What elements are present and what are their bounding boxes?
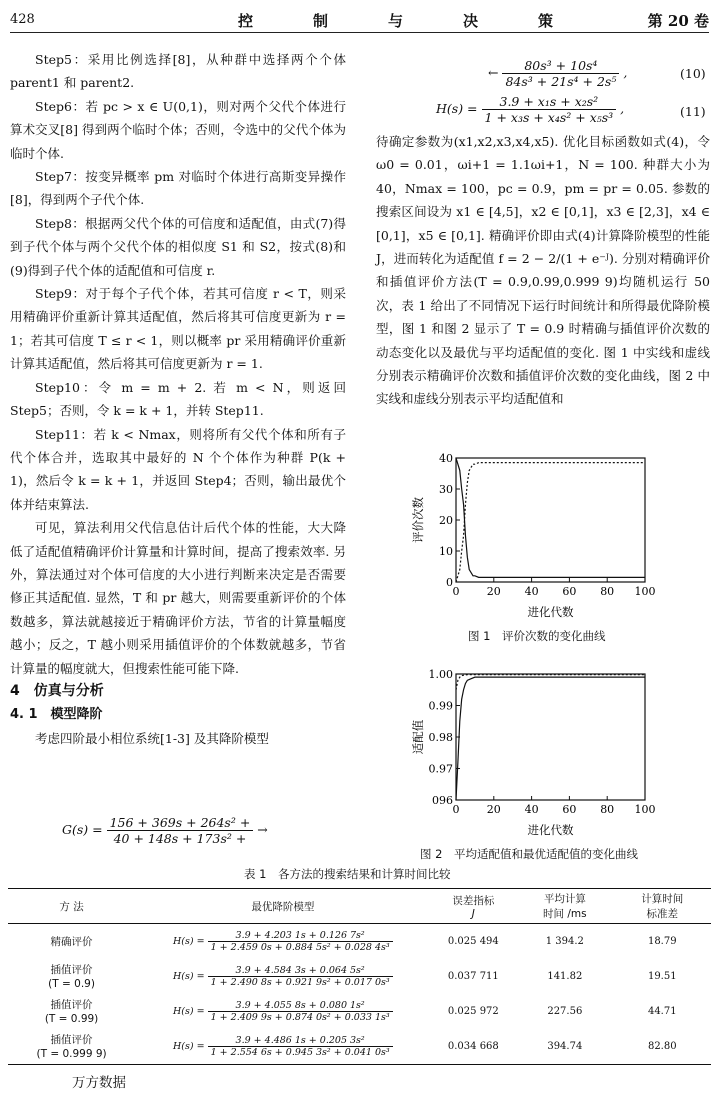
y-tick-label: 0.97	[428, 762, 453, 776]
section-heading-4: 4 仿真与分析	[10, 682, 104, 699]
page-header	[10, 8, 709, 33]
eq-g-arrow: →	[257, 822, 268, 837]
y-axis-label: 适配值	[411, 719, 425, 755]
series-line-1	[456, 458, 645, 577]
y-tick-label: 30	[439, 483, 453, 496]
std-cell: 44.71	[647, 1006, 677, 1017]
plot-frame	[456, 674, 645, 800]
time-cell: 394.74	[547, 1041, 583, 1052]
table-1-body	[8, 924, 711, 1065]
plot-frame	[456, 458, 645, 582]
table-row	[8, 994, 711, 1029]
y-axis-label: 评价次数	[411, 497, 425, 543]
x-tick-label: 80	[600, 803, 615, 816]
eq-g-denominator: 40 + 148s + 173s² +	[113, 831, 247, 846]
time-cell: 227.56	[547, 1006, 583, 1017]
y-tick-label: 0	[446, 576, 453, 589]
eqH-comma: ,	[620, 101, 625, 116]
step6: Step6：若 pc > x ∈ U(0,1)，则对两个父代个体进行算术交叉[8] 得到两个临时个体；否则，令选中的父代个体为临时个体.	[10, 98, 346, 161]
setup-paragraph: 待确定参数为(x1,x2,x3,x4,x5). 优化目标函数如式(4)，令 ω0 = 0.01，ωi+1 = 1.1ωi+1，N = 100. 种群大小为 40，Nmax = 100，pc = 0.9，pm = pr = 0.05. 参数的搜索区间设为 x1 ∈ [4,5]，x2 ∈ [0,1]，x3 ∈ [2,3]，x4 ∈ [0,1]，x5 ∈ [0,1]. 精确评价即由式(4)计算降阶模型的性能 J，进而转化为适配值 f = 2 − 2/(1 + e⁻ᴶ). 分别对精确评价和插值评价方法(T = 0.9,0.99,0.999 9)均随机运行 50 次，表 1 给出了不同情况下运行时间统计和所得最优降阶模型，图 1 和图 2 显示了 T = 0.9 时精确与插值评价次数的动态变化以及最优与平均适配值的变化. 图 1 中实线和虚线分别表示精确评价次数和插值评价次数的变化曲线，图 2 中实线和虚线分别表示平均适配值和	[376, 134, 710, 407]
y-tick-label: 10	[439, 545, 453, 558]
error-cell: 0.025 494	[447, 936, 499, 947]
model-cell: H(s) = $\frac{\text{3.9 + 4.055 8s + 0.080 1s²}}{\text{1 + 2.409 9s + 0.874 0s² + 0.033 1s³}}$	[135, 994, 430, 1029]
step10: Step10：令 m = m + 2. 若 m < N，则返回 Step5；否则，令 k = k + 1，并转 Step11.	[10, 379, 346, 419]
section-heading-4-1: 4. 1 模型降阶	[10, 707, 103, 723]
model-cell: H(s) = $\frac{\text{3.9 + 4.203 1s + 0.126 7s²}}{\text{1 + 2.459 0s + 0.884 5s² + 0.028 4s³}}$	[135, 924, 430, 960]
col-std: 计算时间 标准差	[641, 893, 684, 920]
time-cell: 1 394.2	[545, 936, 584, 947]
series-line-2	[456, 463, 645, 582]
y-tick-label: 0.98	[428, 731, 453, 744]
col-time: 平均计算 时间 /ms	[543, 893, 587, 920]
page-number: 428	[10, 12, 35, 27]
method-cell: 插值评价 (T = 0.999 9)	[36, 1033, 107, 1060]
step8: Step8：根据两父代个体的可信度和适配值，由式(7)得到子代个体与两个父代个体的相似度 S1 和 S2，按式(8)和(9)得到子代个体的适配值和可信度 r.	[10, 215, 346, 278]
eq10-comma: ,	[623, 65, 628, 80]
eq10-fraction	[502, 58, 619, 89]
y-tick-label: 20	[439, 514, 453, 527]
equation-g	[62, 815, 268, 846]
x-tick-label: 80	[600, 585, 615, 598]
table-row	[8, 959, 711, 994]
model-cell: H(s) = $\frac{\text{3.9 + 4.486 1s + 0.205 3s²}}{\text{1 + 2.554 6s + 0.945 3s² + 0.041 0s³}}$	[135, 1029, 430, 1065]
x-tick-label: 60	[562, 585, 577, 598]
x-tick-label: 60	[562, 803, 577, 816]
equation-11	[436, 94, 624, 125]
step11: Step11：若 k < Nmax，则将所有父代个体和所有子代个体合并，选取其中最好的 N 个个体作为种群 P(k + 1)，然后令 k = k + 1，并返回 Step4；否则，输出最优个体并结束算法.	[10, 426, 346, 512]
std-cell: 82.80	[647, 1041, 677, 1052]
eq10-number: (10)	[680, 66, 706, 81]
eq-g-numerator: 156 + 369s + 264s² +	[107, 815, 254, 831]
x-tick-label: 40	[524, 585, 539, 598]
y-tick-label: 40	[439, 452, 453, 465]
x-tick-label: 0	[452, 585, 460, 598]
equation-10	[488, 58, 627, 89]
method-cell: 插值评价 (T = 0.99)	[44, 998, 99, 1025]
y-tick-label: 0.99	[428, 699, 453, 713]
x-tick-label: 0	[452, 803, 460, 816]
x-tick-label: 100	[634, 585, 655, 598]
col-model: 最优降阶模型	[251, 900, 315, 913]
step5: Step5：采用比例选择[8]，从种群中选择两个个体 parent1 和 parent2.	[10, 52, 346, 91]
eq-g-fraction	[107, 815, 254, 846]
eqH-numerator: 3.9 + x₁s + x₂s²	[482, 94, 617, 110]
table-1-title: 表 1 各方法的搜索结果和计算时间比较	[244, 867, 451, 881]
figure-2-caption: 图 2 平均适配值和最优适配值的变化曲线	[420, 847, 638, 861]
watermark: 万方数据	[72, 1075, 126, 1091]
x-axis-label: 进化代数	[527, 605, 574, 619]
y-tick-label: 1.00	[428, 668, 453, 681]
y-tick-label: 096	[432, 794, 453, 807]
x-tick-label: 100	[634, 803, 655, 816]
error-cell: 0.034 668	[447, 1041, 499, 1052]
x-axis-label: 进化代数	[527, 823, 574, 837]
std-cell: 18.79	[647, 936, 677, 947]
method-cell: 插值评价 (T = 0.9)	[48, 963, 95, 990]
error-cell: 0.037 711	[447, 971, 499, 982]
eq10-numerator: 80s³ + 10s⁴	[502, 58, 619, 74]
x-tick-label: 20	[486, 803, 501, 816]
eqH-fraction	[482, 94, 617, 125]
eq10-denominator: 84s³ + 21s⁴ + 2s⁵	[505, 74, 617, 89]
eqH-lhs: H(s) =	[436, 101, 478, 116]
series-line-1	[456, 677, 645, 800]
table-row	[8, 1029, 711, 1065]
model-cell: H(s) = $\frac{\text{3.9 + 4.584 3s + 0.064 5s²}}{\text{1 + 2.490 8s + 0.921 9s² + 0.017 0s³}}$	[135, 959, 430, 994]
x-tick-label: 40	[524, 803, 539, 816]
intro-text: 考虑四阶最小相位系统[1-3] 及其降阶模型	[35, 730, 269, 746]
table-row	[8, 924, 711, 960]
figure-1-caption: 图 1 评价次数的变化曲线	[468, 629, 606, 643]
eqH-denominator: 1 + x₃s + x₄s² + x₅s³	[484, 110, 614, 125]
journal-title: 控制与决策	[238, 12, 614, 30]
method-cell: 精确评价	[50, 935, 93, 948]
time-cell: 141.82	[547, 971, 583, 982]
x-tick-label: 20	[486, 585, 501, 598]
table-1	[8, 888, 711, 1065]
figure-2-chart	[410, 668, 655, 840]
eq-g-lhs: G(s) =	[62, 822, 103, 837]
left-column	[10, 48, 346, 750]
right-column-paragraph	[376, 130, 710, 411]
col-method: 方 法	[59, 900, 84, 913]
discussion-paragraph: 可见，算法利用父代信息估计后代个体的性能，大大降低了适配值精确评价计算量和计算时间，提高了搜索效率. 另外，算法通过对个体可信度的大小进行判断来决定是否需要修正其适配值. 显然，T 和 pr 越大，则需要重新评价的个体数越多，算法就越接近于精确评价方法，节省的计算量幅度越小；反之，T 越小则采用插值评价的个体数就越多，节省计算量的幅度就大，但搜索性能可能下降.	[10, 520, 346, 676]
step7: Step7：按变异概率 pm 对临时个体进行高斯变异操作[8]，得到两个子代个体.	[10, 169, 346, 208]
col-error: 误差指标 J	[452, 894, 495, 920]
error-cell: 0.025 972	[447, 1006, 499, 1017]
figure-1-chart	[410, 452, 655, 622]
eq10-arrow: ←	[488, 65, 499, 80]
eq11-number: (11)	[680, 104, 706, 119]
volume-label: 第 20 卷	[647, 12, 709, 30]
step9: Step9：对于每个子代个体，若其可信度 r < T，则采用精确评价重新计算其适配值，然后将其可信度更新为 r = 1；若其可信度 T ≤ r < 1，则以概率 pr 采用精确评价重新计算其适配值，然后将其可信度更新为 r = 1.	[10, 286, 346, 372]
std-cell: 19.51	[647, 971, 677, 982]
